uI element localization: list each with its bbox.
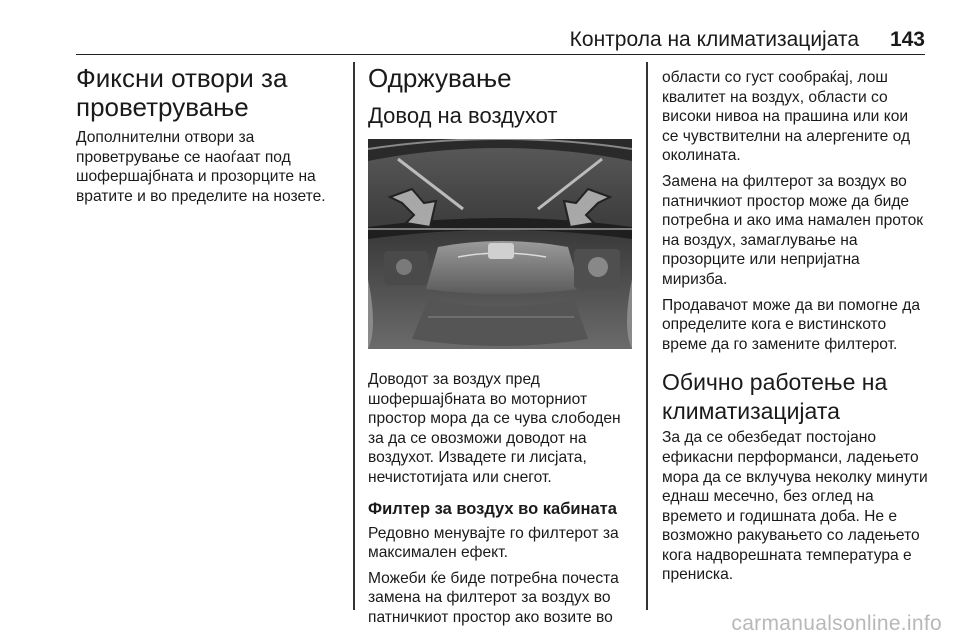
air-intake-text: Доводот за воздух пред шофершајбната во моторниот простор мора да се чува слободен за да се овозможи доводот на воздухот. Извадете ги лисјата, нечистотијата или снегот. — [368, 371, 621, 486]
maintenance-heading: Одржување — [368, 63, 512, 93]
column-divider-1 — [353, 62, 355, 610]
filter-continuation-text: области со густ сообраќај, лош квалитет на воздух, области со високи нивоа на прашина или кои се чувствителни на алергените од околината. — [662, 69, 911, 165]
page-number: 143 — [889, 28, 925, 51]
engine-bay-photo-icon — [368, 139, 632, 349]
cabin-filter-text-2: Можеби ќе биде потребна почеста замена на филтерот за воздух во патничкиот простор ако возите во — [368, 569, 619, 626]
air-intake-heading: Довод на воздухот — [368, 103, 558, 128]
dealer-help-text: Продавачот може да ви помогне да определите кога е вистинското време да го замените филтерот. — [662, 296, 921, 353]
fixed-vents-text: Дополнителни отвори за проветрување се наоѓаат под шофершајбната и прозорците на вратите и во пределите на нозете. — [76, 129, 326, 205]
ac-operation-heading: Обично работење на климатизацијата — [662, 369, 888, 425]
column-3 — [662, 56, 928, 593]
page-header — [76, 28, 925, 55]
chapter-title: Контрола на климатизацијата — [569, 28, 859, 51]
fixed-vents-heading: Фиксни отвори за проветрување — [76, 63, 288, 122]
column-2 — [368, 56, 632, 636]
column-divider-2 — [646, 62, 648, 610]
ac-operation-text: За да се обезбедат постојано ефикасни перформанси, ладењето мора да се вклучува неколку минути еднаш месечно, без оглед на времето и годишната доба. Не е возможно ракувањето со ладењето кога надворешната температура е прениска. — [662, 429, 928, 584]
watermark: carmanualsonline.info — [731, 612, 942, 635]
column-1 — [76, 56, 344, 214]
cabin-filter-text-1: Редовно менувајте го филтерот за максимален ефект. — [368, 524, 619, 562]
filter-replacement-text: Замена на филтерот за воздух во патничкиот простор може да биде потребна и ако има намален проток на воздух, замаглување на прозорците или непријатна миризба. — [662, 172, 924, 288]
cabin-filter-heading: Филтер за воздух во кабината — [368, 499, 617, 518]
